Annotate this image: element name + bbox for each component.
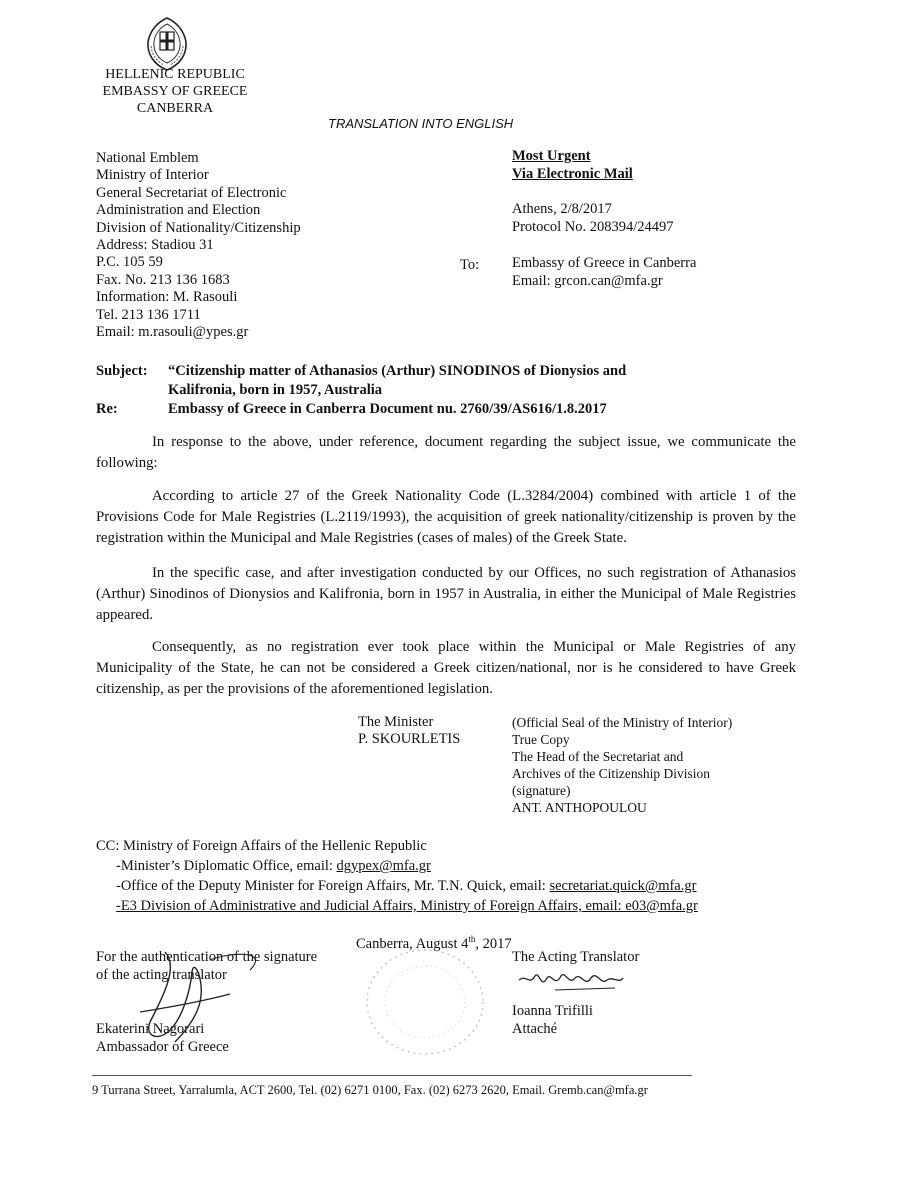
subject-line2: Kalifronia, born in 1957, Australia bbox=[168, 382, 383, 398]
minister-block bbox=[358, 714, 460, 748]
cc-email-link[interactable]: dgypex@mfa.gr bbox=[336, 858, 431, 874]
sender-line: Tel. 213 136 1711 bbox=[96, 306, 201, 323]
cc-line3-text: -Office of the Deputy Minister for Foreign Affairs, Mr. T.N. Quick, email: bbox=[116, 878, 550, 894]
cc-line2-text: -Minister’s Diplomatic Office, email: bbox=[116, 858, 337, 874]
paragraph-text: In response to the above, under reference, document regarding the subject issue, we communicate the following: bbox=[96, 434, 796, 471]
seal-line: (signature) bbox=[512, 783, 571, 798]
letterhead-line2: EMBASSY OF GREECE bbox=[102, 84, 248, 99]
letterhead-line3: CANBERRA bbox=[136, 101, 214, 116]
seal-line: ANT. ANTHOPOULOU bbox=[512, 800, 647, 815]
to-label: To: bbox=[460, 257, 480, 273]
sender-line: Address: Stadiou 31 bbox=[96, 237, 214, 254]
sender-line: Administration and Election bbox=[96, 202, 261, 219]
ambassador-signature bbox=[120, 942, 280, 1052]
closing-sup: th bbox=[468, 934, 476, 944]
date-place: Athens, 2/8/2017 bbox=[512, 201, 612, 217]
auth-line2: of the acting translator bbox=[96, 967, 227, 983]
re-text: Embassy of Greece in Canberra Document nu. 2760/39/AS616/1.8.2017 bbox=[168, 401, 607, 417]
embassy-stamp bbox=[360, 945, 490, 1060]
cc-block bbox=[96, 836, 698, 916]
letterhead-line1: HELLENIC REPUBLIC bbox=[105, 67, 245, 82]
translator-title: Attaché bbox=[512, 1021, 558, 1037]
protocol-number: Protocol No. 208394/24497 bbox=[512, 219, 674, 235]
closing-place-date: Canberra, August 4 bbox=[356, 935, 469, 952]
footer-divider bbox=[92, 1075, 692, 1076]
closing-year: , 2017 bbox=[475, 935, 512, 952]
subject-label: Subject: bbox=[96, 363, 148, 379]
translator-heading: The Acting Translator bbox=[512, 949, 640, 965]
cc-email-link[interactable]: secretariat.quick@mfa.gr bbox=[549, 878, 697, 894]
paragraph-text: According to article 27 of the Greek Nationality Code (L.3284/2004) combined with article 1 of the Provisions Code for Male Registries (L.2119/1993), the acquisition of greek nationality/citizenship is proven by the registration within the Municipal and Male Registries (cases of males) of the Greek State. bbox=[96, 488, 796, 546]
subject-line1: “Citizenship matter of Athanasios (Arthur) SINODINOS of Dionysios and bbox=[168, 363, 627, 379]
cc-line4: -E3 Division of Administrative and Judicial Affairs, Ministry of Foreign Affairs, email: e03@mfa.gr bbox=[116, 898, 698, 914]
sender-line: Ministry of Interior bbox=[96, 167, 209, 184]
auth-line1: For the authentication of the signature bbox=[96, 949, 318, 965]
seal-line: Archives of the Citizenship Division bbox=[512, 766, 710, 781]
cc-line2 bbox=[96, 856, 698, 876]
recipient-email: Email: grcon.can@mfa.gr bbox=[512, 273, 663, 289]
sender-line: General Secretariat of Electronic bbox=[96, 184, 287, 201]
recipient-name: Embassy of Greece in Canberra bbox=[512, 255, 697, 271]
body-paragraph bbox=[96, 637, 796, 700]
letterhead bbox=[90, 66, 260, 117]
translator-name: Ioanna Trifilli bbox=[512, 1003, 593, 1019]
sender-line: Division of Nationality/Citizenship bbox=[96, 219, 301, 236]
sender-line: Information: M. Rasouli bbox=[96, 289, 238, 306]
priority-delivery: Via Electronic Mail bbox=[512, 166, 633, 182]
sender-line: Email: m.rasouli@ypes.gr bbox=[96, 324, 249, 341]
date-block bbox=[512, 200, 674, 236]
translation-note: TRANSLATION INTO ENGLISH bbox=[328, 116, 514, 131]
cc-line3 bbox=[96, 876, 698, 896]
paragraph-text: In the specific case, and after investigation conducted by our Offices, no such registration of Athanasios (Arthur) Sinodinos of Dionysios and Kalifronia, born in 1957 in Australia, in either the Municipal of Male Registries appeared. bbox=[96, 565, 796, 623]
body-paragraph bbox=[96, 432, 796, 474]
priority-block bbox=[512, 147, 633, 183]
paragraph-text: Consequently, as no registration ever took place within the Municipal or Male Registries of any Municipality of the State, he can not be considered a Greek citizen/national, nor is he considered to have Greek citizenship, as per the provisions of the aforementioned legislation. bbox=[96, 639, 796, 697]
seal-block bbox=[512, 714, 732, 816]
auth-title: Ambassador of Greece bbox=[96, 1039, 229, 1055]
translator-signature bbox=[515, 966, 625, 996]
seal-line: (Official Seal of the Ministry of Interior) bbox=[512, 715, 733, 730]
sender-line: P.C. 105 59 bbox=[96, 254, 163, 271]
greek-coat-of-arms-icon bbox=[142, 16, 192, 72]
re-label: Re: bbox=[96, 401, 118, 417]
priority-urgent: Most Urgent bbox=[512, 148, 591, 164]
sender-line: National Emblem bbox=[96, 150, 199, 166]
body-paragraph bbox=[96, 486, 796, 549]
footer-address: 9 Turrana Street, Yarralumla, ACT 2600, Tel. (02) 6271 0100, Fax. (02) 6273 2620, Email. Gremb.can@mfa.gr bbox=[92, 1083, 648, 1097]
seal-line: The Head of the Secretariat and bbox=[512, 749, 684, 764]
body-paragraph bbox=[96, 563, 796, 626]
cc-line1: CC: Ministry of Foreign Affairs of the Hellenic Republic bbox=[96, 838, 427, 854]
seal-line: True Copy bbox=[512, 732, 570, 747]
minister-title: The Minister bbox=[358, 714, 434, 730]
sender-line: Fax. No. 213 136 1683 bbox=[96, 271, 230, 288]
recipient-block bbox=[512, 254, 696, 290]
sender-block bbox=[96, 150, 301, 341]
auth-name: Ekaterini Nagorari bbox=[96, 1021, 205, 1037]
minister-name: P. SKOURLETIS bbox=[358, 731, 461, 747]
